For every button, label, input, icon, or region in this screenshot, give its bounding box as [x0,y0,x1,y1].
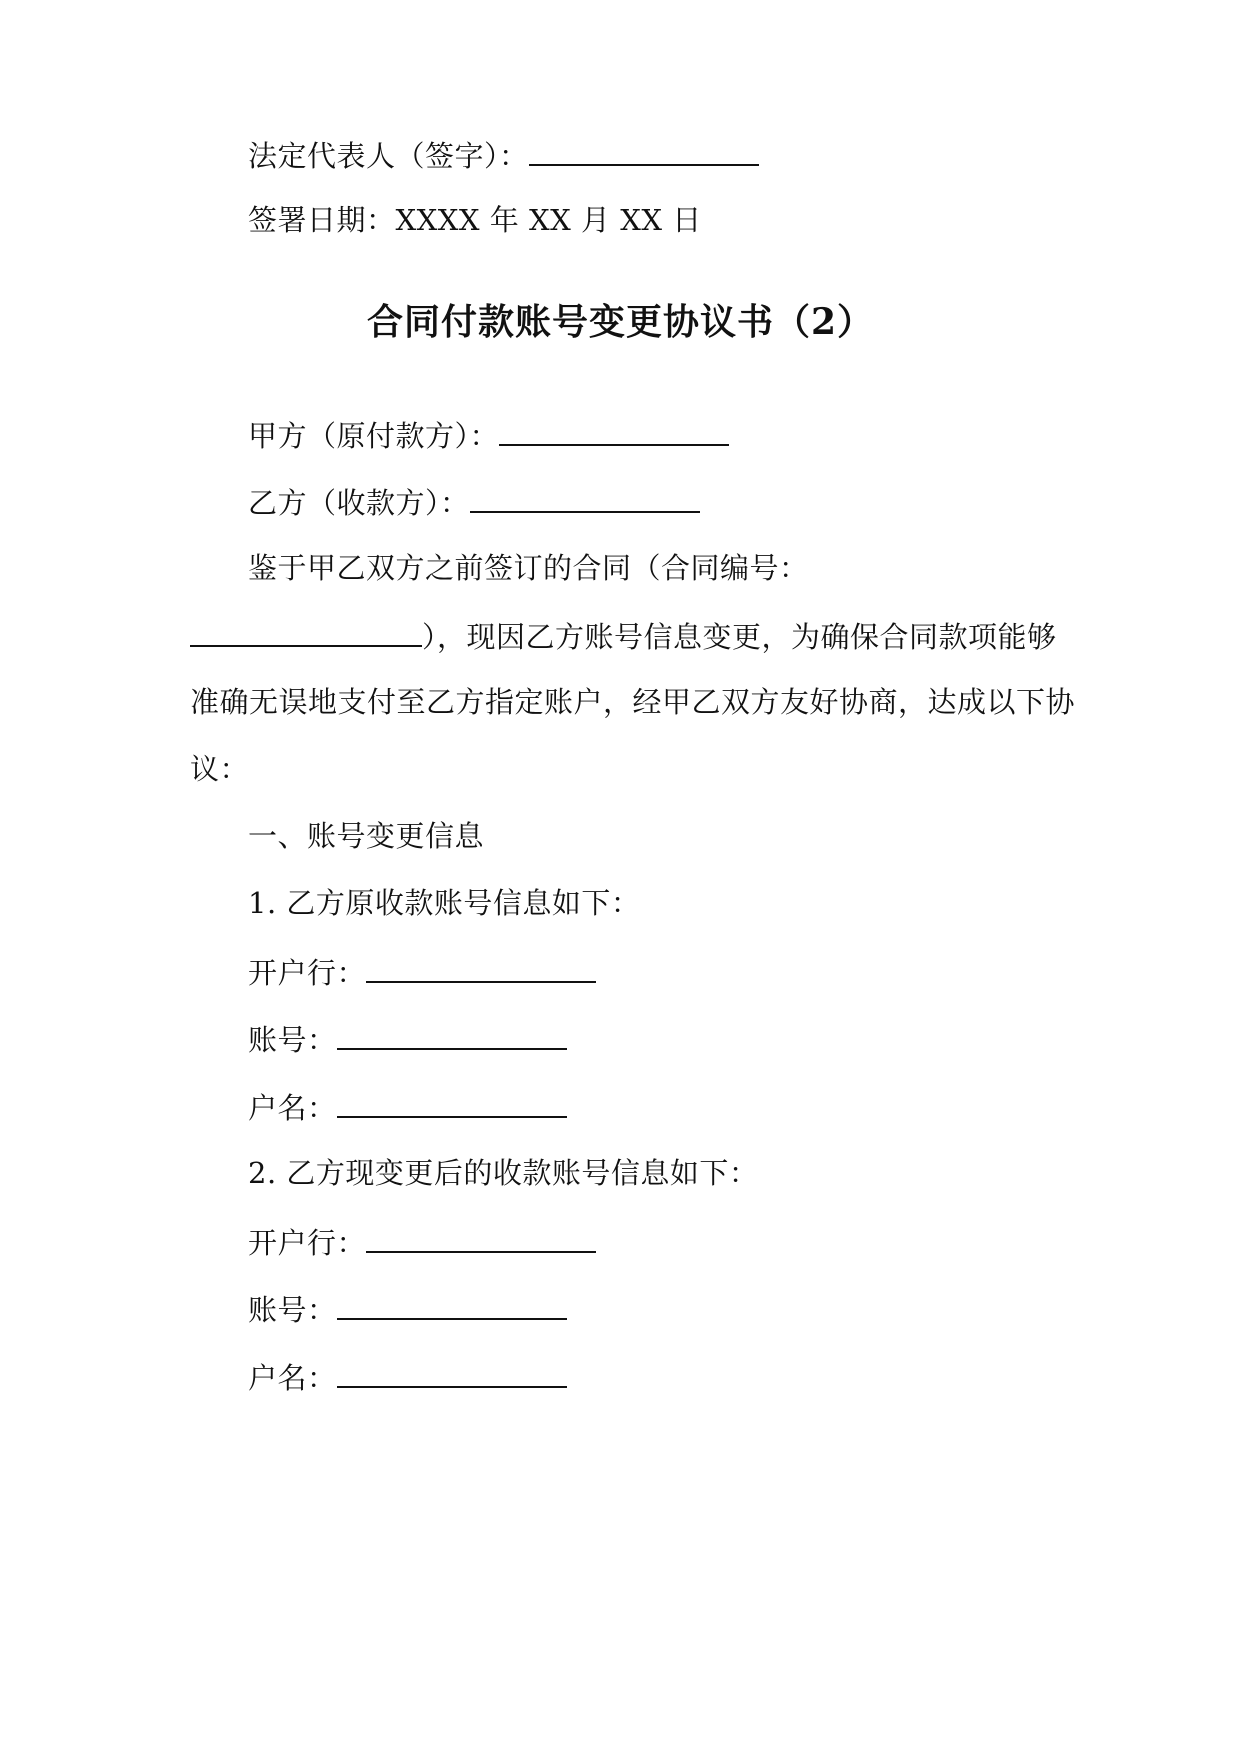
party-b-line [248,481,700,523]
section-1-heading: 一、账号变更信息 [248,819,485,853]
preamble-line-2 [190,615,1057,657]
item-2-name-blank [337,1356,567,1388]
item-1-bank-label: 开户行： [248,956,367,990]
item-2-account-line [248,1288,567,1330]
document-title: 合同付款账号变更协议书（2） [366,301,875,343]
item-2-bank-blank [366,1221,596,1253]
party-a-blank [499,414,729,446]
legal-representative-blank [529,134,759,166]
party-a-line [248,414,729,456]
sign-date-line: 签署日期：XXXX 年 XX 月 XX 日 [248,203,702,237]
item-1-bank-blank [366,951,596,983]
item-2-heading: 2. 乙方现变更后的收款账号信息如下： [248,1156,759,1190]
item-2-name-line [248,1356,567,1398]
party-b-blank [470,481,700,513]
item-1-bank-line [248,951,596,993]
preamble-line-2-text: ），现因乙方账号信息变更，为确保合同款项能够 [422,620,1057,654]
item-2-bank-label: 开户行： [248,1226,367,1260]
item-1-heading: 1. 乙方原收款账号信息如下： [248,886,641,920]
item-1-account-line [248,1018,567,1060]
item-1-account-label: 账号： [248,1023,337,1057]
item-1-account-blank [337,1018,567,1050]
preamble-line-4: 议： [190,752,250,786]
item-1-name-line [248,1086,567,1128]
item-2-account-blank [337,1288,567,1320]
item-1-name-label: 户名： [248,1091,337,1125]
item-2-name-label: 户名： [248,1361,337,1395]
legal-representative-line [248,134,759,176]
item-2-bank-line [248,1221,596,1263]
party-a-label: 甲方（原付款方）： [248,419,500,453]
contract-number-blank [190,615,422,647]
preamble-line-3: 准确无误地支付至乙方指定账户，经甲乙双方友好协商，达成以下协 [190,685,1076,719]
legal-representative-label: 法定代表人（签字）： [248,139,529,173]
preamble-line-1: 鉴于甲乙双方之前签订的合同（合同编号： [248,551,809,585]
item-2-account-label: 账号： [248,1293,337,1327]
party-b-label: 乙方（收款方）： [248,486,470,520]
item-1-name-blank [337,1086,567,1118]
